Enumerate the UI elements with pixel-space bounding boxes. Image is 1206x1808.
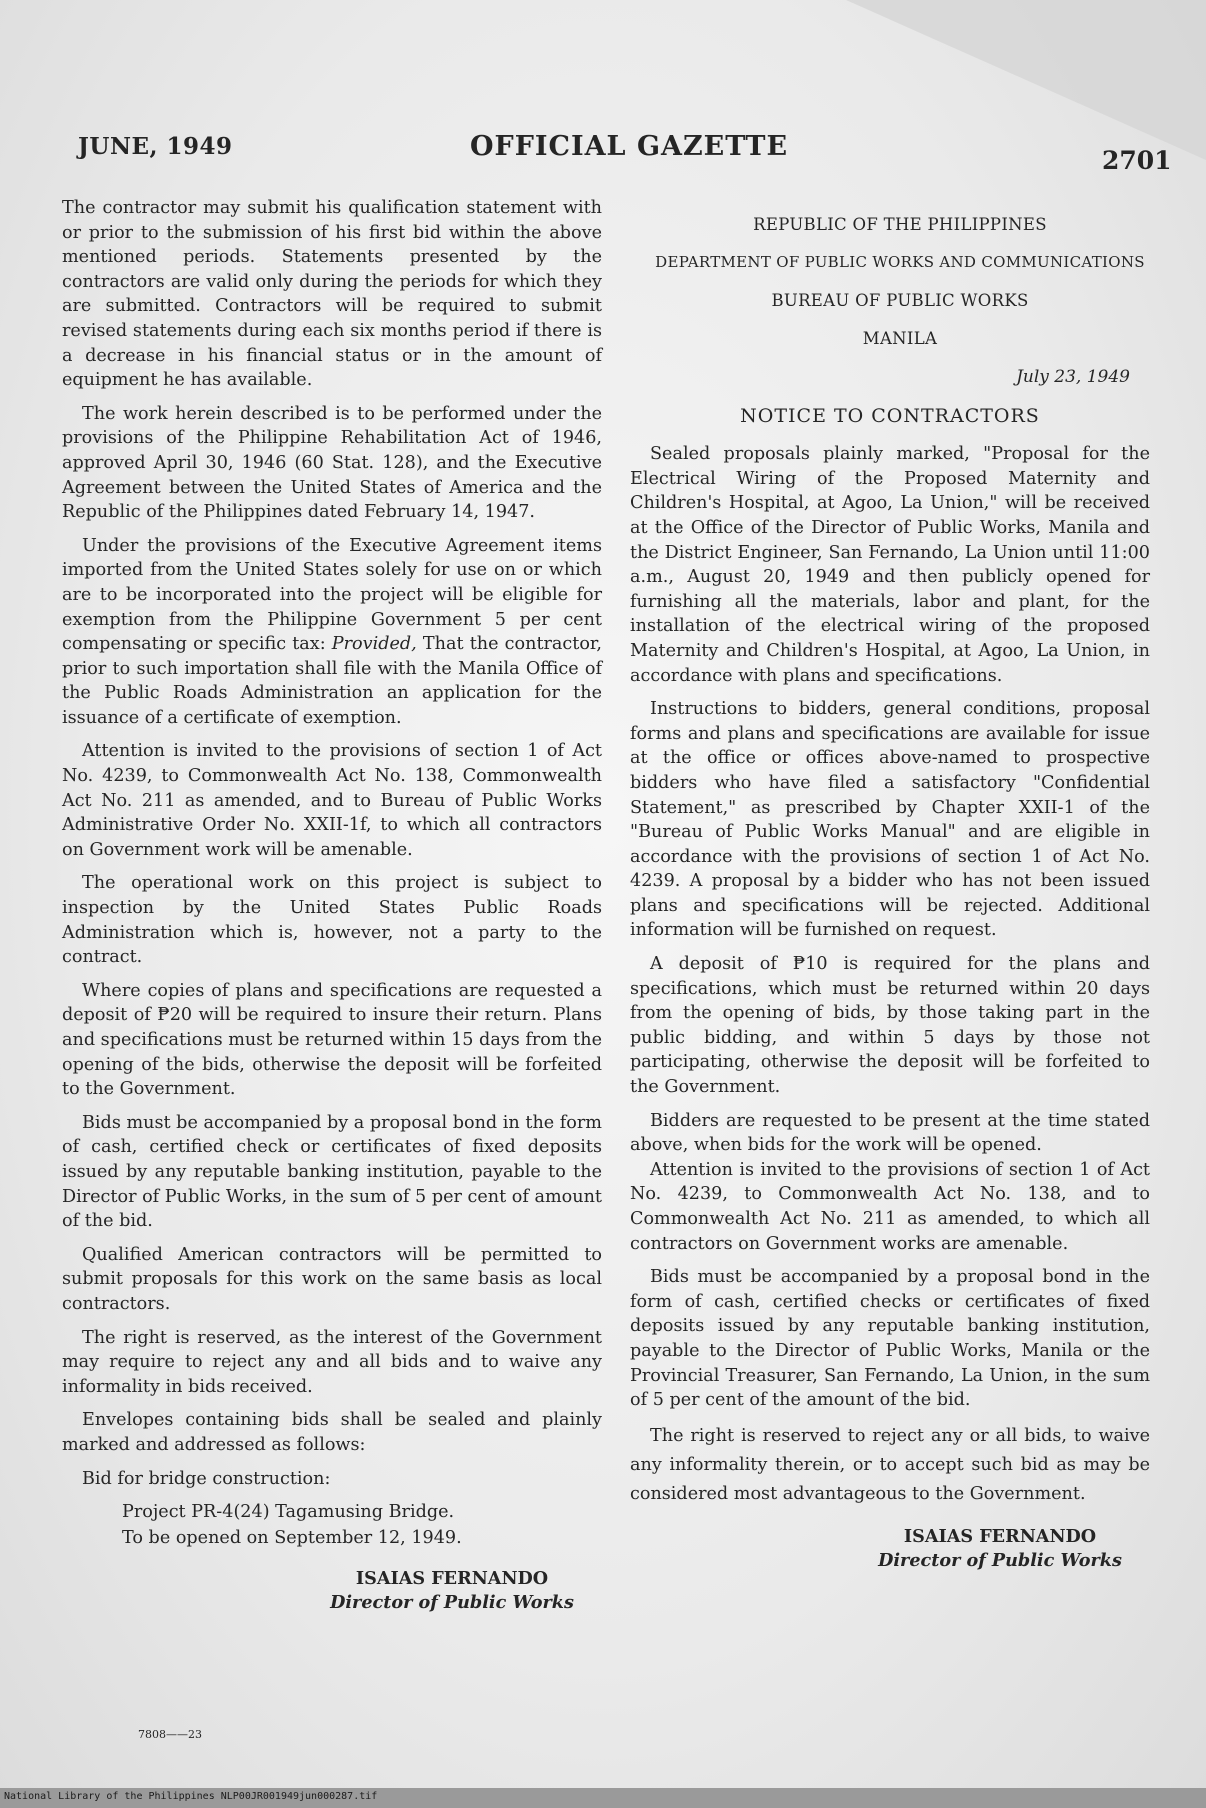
left-paragraph-3-before: Under the provisions of the Executive Agreement items imported from the United States solely for use on or which are to be incorporated into the project will be eligible for exemption from the Philippine Government 5 per cent compensating or specific tax:	[62, 535, 602, 655]
archive-footer-bar	[0, 1788, 1206, 1808]
left-paragraph-4: Attention is invited to the provisions of section 1 of Act No. 4239, to Commonwealth Act No. 138, Commonwealth Act No. 211 as amended, and to Bureau of Public Works Administrative Order No. XXII-1f, to which all contractors on Government work will be amenable.	[62, 741, 602, 860]
right-column	[630, 210, 1150, 1573]
left-paragraph-3-after: That the contractor, prior to such importation shall file with the Manila Office of the Public Roads Administration an application for the issuance of a certificate of exemption.	[62, 634, 602, 728]
notice-title: NOTICE TO CONTRACTORS	[740, 404, 1040, 427]
page-number: 2701	[1102, 146, 1172, 175]
print-code: 7808——23	[138, 1728, 202, 1741]
right-paragraph-5: Attention is invited to the provisions of section 1 of Act No. 4239, to Commonwealth Act No. 138, and to Commonwealth Act No. 211 as amended, to which all contractors on Government works are amenable.	[630, 1159, 1150, 1254]
heading-manila: MANILA	[862, 329, 938, 348]
heading-bureau: BUREAU OF PUBLIC WORKS	[771, 291, 1029, 310]
left-signer-title: Director of Public Works	[330, 1592, 574, 1614]
right-signer-title: Director of Public Works	[878, 1549, 1122, 1571]
heading-department: DEPARTMENT OF PUBLIC WORKS AND COMMUNICATIONS	[655, 253, 1145, 271]
provided-italic: Provided,	[331, 634, 417, 655]
right-paragraph-1: Sealed proposals plainly marked, "Proposal for the Electrical Wiring of the Proposed Maternity and Children's Hospital, at Agoo, La Union," will be received at the Office of the Director of Public Works, Manila and the District Engineer, San Fernando, La Union until 11:00 a.m., August 20, 1949 and then publicly opened for furnishing all the materials, labor and plant, for the installation of the electrical wiring of the proposed Maternity and Children's Hospital, at Agoo, La Union, in accordance with plans and specifications.	[630, 444, 1150, 686]
header-date: JUNE, 1949	[78, 133, 233, 160]
left-paragraph-10: Envelopes containing bids shall be sealed and plainly marked and addressed as follows:	[62, 1410, 602, 1455]
left-paragraph-6: Where copies of plans and specifications are requested a deposit of ₱20 will be required to insure their return. Plans and specifications must be returned within 15 days from the opening of the bids, otherwise the deposit will be forfeited to the Government.	[62, 980, 602, 1100]
right-signer-name: ISAIAS FERNANDO	[903, 1525, 1097, 1547]
notice-date: July 23, 1949	[1016, 367, 1130, 387]
left-column	[62, 196, 602, 1615]
left-paragraph-2: The work herein described is to be performed under the provisions of the Philippine Rehabilitation Act of 1946, approved April 30, 1946 (60 Stat. 128), and the Executive Agreement between the United States of America and the Republic of the Philippines dated February 14, 1947.	[62, 403, 602, 523]
left-paragraph-3	[62, 534, 602, 731]
left-paragraph-9: The right is reserved, as the interest of the Government may require to reject any and all bids and to waive any informality in bids received.	[62, 1327, 602, 1397]
left-paragraph-8: Qualified American contractors will be permitted to submit proposals for this work on the same basis as local contractors.	[62, 1244, 602, 1314]
right-paragraph-2: Instructions to bidders, general conditions, proposal forms and plans and specifications are available for issue at the office or offices above-named to prospective bidders who have filed a satisfactory "Confidential Statement," as prescribed by Chapter XXII-1 of the "Bureau of Public Works Manual" and are eligible in accordance with the provisions of section 1 of Act No. 4239. A proposal by a bidder who has not been issued plans and specifications will be rejected. Additional information will be furnished on request.	[630, 699, 1150, 941]
opening-line: To be opened on September 12, 1949.	[122, 1528, 462, 1549]
right-paragraph-4: Bidders are requested to be present at the time stated above, when bids for the work will be opened.	[630, 1110, 1150, 1156]
folded-corner	[846, 0, 1206, 160]
right-paragraph-7: The right is reserved to reject any or all bids, to waive any informality therein, or to accept such bid as may be considered most advantageous to the Government.	[630, 1425, 1150, 1504]
left-paragraph-1: The contractor may submit his qualification statement with or prior to the submission of his first bid within the above mentioned periods. Statements presented by the contractors are valid only during the periods for which they are submitted. Contractors will be required to submit revised statements during each six months period if there is a decrease in his financial status or in the amount of equipment he has available.	[62, 198, 602, 391]
project-line: Project PR-4(24) Tagamusing Bridge.	[122, 1502, 455, 1523]
left-paragraph-7: Bids must be accompanied by a proposal bond in the form of cash, certified check or certificates of fixed deposits issued by any reputable banking institution, payable to the Director of Public Works, in the sum of 5 per cent of amount of the bid.	[62, 1112, 602, 1232]
left-signer-name: ISAIAS FERNANDO	[355, 1568, 549, 1590]
right-paragraph-6: Bids must be accompanied by a proposal bond in the form of cash, certified checks or certificates of fixed deposits issued by any reputable banking institution, payable to the Director of Public Works, Manila or the Provincial Treasurer, San Fernando, La Union, in the sum of 5 per cent of the amount of the bid.	[630, 1267, 1150, 1411]
archive-footer-text: National Library of the Philippines NLP00JR001949jun000287.tif	[4, 1791, 378, 1802]
header-title: OFFICIAL GAZETTE	[470, 131, 789, 162]
right-paragraph-3: A deposit of ₱10 is required for the plans and specifications, which must be returned within 20 days from the opening of bids, by those taking part in the public bidding, and within 5 days by those not participating, otherwise the deposit will be forfeited to the Government.	[630, 954, 1150, 1098]
bid-for-label: Bid for bridge construction:	[82, 1468, 331, 1489]
left-paragraph-5: The operational work on this project is subject to inspection by the United States Public Roads Administration which is, however, not a party to the contract.	[62, 873, 602, 968]
heading-republic: REPUBLIC OF THE PHILIPPINES	[753, 215, 1047, 234]
